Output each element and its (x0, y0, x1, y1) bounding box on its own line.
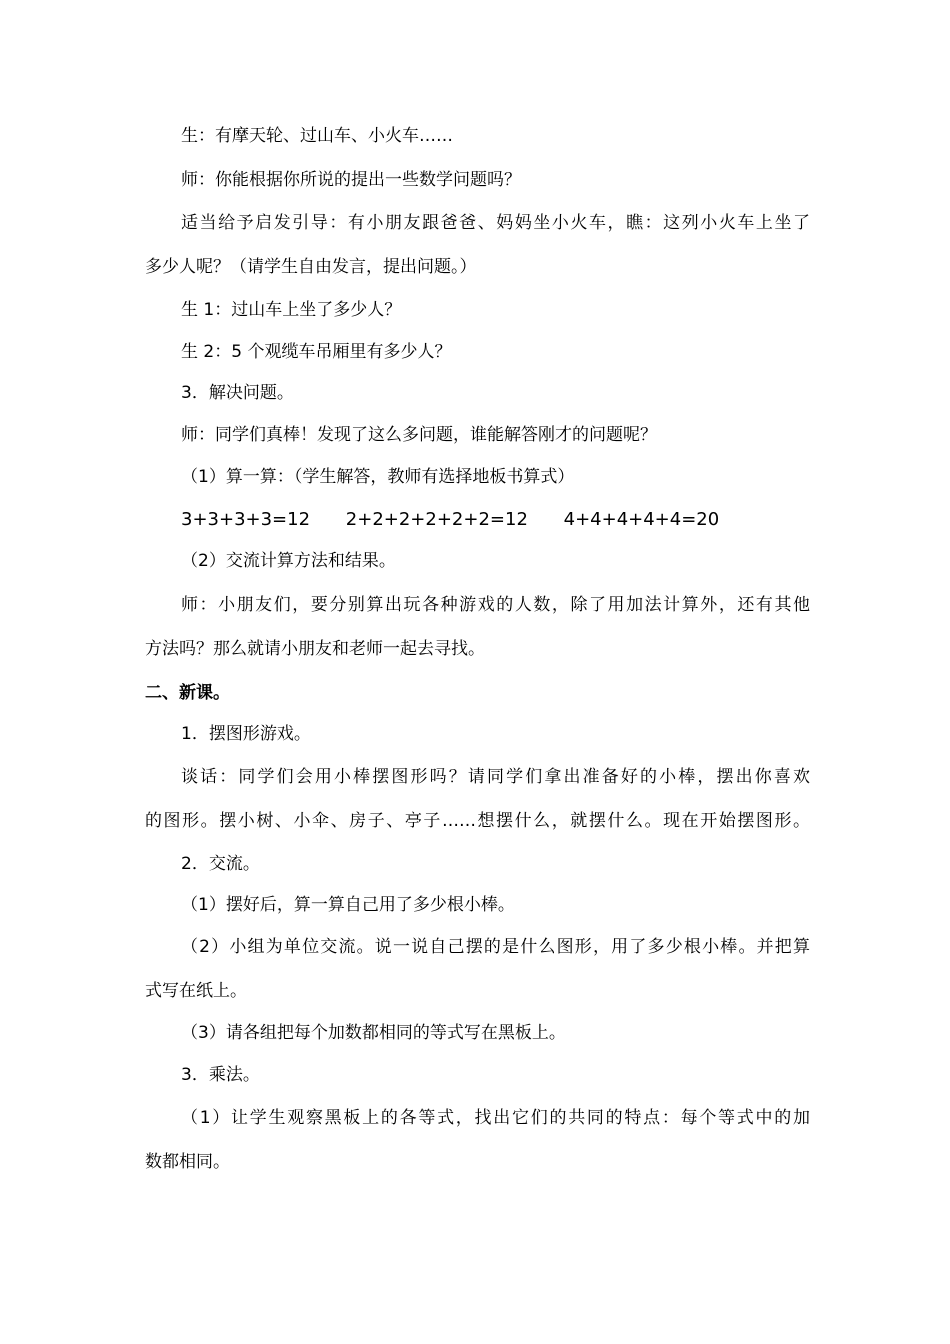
text-line: （1）让学生观察黑板上的各等式，找出它们的共同的特点：每个等式中的加 (181, 1108, 810, 1128)
equation: 4+4+4+4+4=20 (563, 509, 720, 530)
text-line: （1）摆好后，算一算自己用了多少根小棒。 (181, 895, 515, 915)
text-line: （2）交流计算方法和结果。 (181, 551, 396, 571)
text-line: 的图形。摆小树、小伞、房子、亭子……想摆什么，就摆什么。现在开始摆图形。 (145, 811, 810, 831)
text-line: 生 1：过山车上坐了多少人？ (181, 300, 402, 320)
text-line: 2．交流。 (181, 854, 260, 874)
text-line: 式写在纸上。 (145, 981, 247, 1001)
section-heading: 二、新课。 (145, 683, 230, 703)
text-line: 3．乘法。 (181, 1065, 260, 1085)
text-line: （1）算一算：（学生解答，教师有选择地板书算式） (181, 467, 575, 487)
text-line: 生：有摩天轮、过山车、小火车…… (181, 126, 453, 146)
text-line: 3．解决问题。 (181, 383, 294, 403)
text-line: （2）小组为单位交流。说一说自己摆的是什么图形，用了多少根小棒。并把算 (181, 937, 810, 957)
text-line: 师：小朋友们，要分别算出玩各种游戏的人数，除了用加法计算外，还有其他 (181, 595, 810, 615)
text-line: 数都相同。 (145, 1152, 230, 1172)
text-line: 生 2：5 个观缆车吊厢里有多少人？ (181, 342, 452, 362)
text-line: 谈话：同学们会用小棒摆图形吗？请同学们拿出准备好的小棒，摆出你喜欢 (181, 767, 810, 787)
equation: 2+2+2+2+2+2=12 (345, 509, 528, 530)
text-line: 方法吗？那么就请小朋友和老师一起去寻找。 (145, 639, 485, 659)
equation-line (181, 508, 749, 532)
text-line: 适当给予启发引导：有小朋友跟爸爸、妈妈坐小火车，瞧：这列小火车上坐了 (181, 213, 810, 233)
text-line: 师：你能根据你所说的提出一些数学问题吗？ (181, 170, 521, 190)
text-line: 师：同学们真棒！发现了这么多问题，谁能解答刚才的问题呢？ (181, 425, 657, 445)
text-line: （3）请各组把每个加数都相同的等式写在黑板上。 (181, 1023, 566, 1043)
text-line: 多少人呢？（请学生自由发言，提出问题。） (145, 257, 477, 277)
equation: 3+3+3+3=12 (181, 509, 311, 530)
text-line: 1．摆图形游戏。 (181, 724, 311, 744)
